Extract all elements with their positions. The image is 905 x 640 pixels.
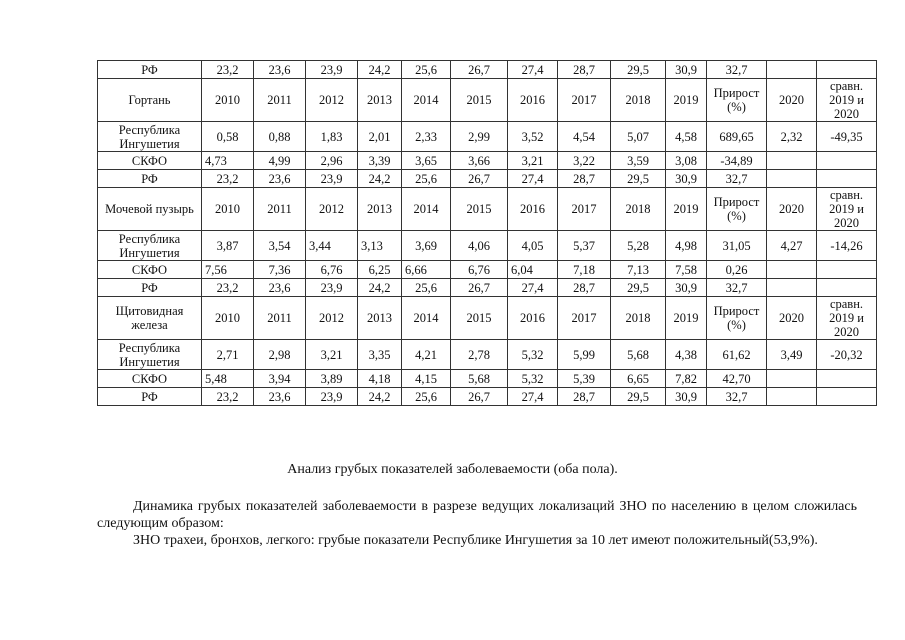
table-cell: 3,39	[358, 152, 402, 170]
table-cell: сравн. 2019 и 2020	[817, 79, 877, 122]
table-cell: 2014	[402, 188, 451, 231]
table-cell: 27,4	[508, 279, 558, 297]
table-cell: 3,44	[306, 231, 358, 261]
table-cell: 3,52	[508, 122, 558, 152]
table-cell: 23,9	[306, 61, 358, 79]
table-cell: сравн. 2019 и 2020	[817, 297, 877, 340]
table-cell: 2019	[666, 297, 707, 340]
incidence-table	[97, 60, 877, 406]
table-row	[98, 261, 877, 279]
table-cell: 23,2	[202, 388, 254, 406]
table-cell: Прирост (%)	[707, 297, 767, 340]
table-cell: 2018	[611, 79, 666, 122]
table-cell: 2010	[202, 297, 254, 340]
table-cell: 2,32	[767, 122, 817, 152]
table-cell	[767, 370, 817, 388]
table-cell: 3,54	[254, 231, 306, 261]
table-cell: 2018	[611, 297, 666, 340]
table-cell	[767, 152, 817, 170]
table-cell	[767, 388, 817, 406]
table-cell: 4,98	[666, 231, 707, 261]
table-cell: 23,2	[202, 279, 254, 297]
table-cell: 6,25	[358, 261, 402, 279]
table-cell: -20,32	[817, 340, 877, 370]
row-label-cell: РФ	[98, 170, 202, 188]
table-cell: 3,87	[202, 231, 254, 261]
table-cell: 5,99	[558, 340, 611, 370]
table-cell: 4,21	[402, 340, 451, 370]
table-cell: 2013	[358, 79, 402, 122]
table-cell: 3,49	[767, 340, 817, 370]
table-cell: 2016	[508, 79, 558, 122]
table-cell: 3,21	[306, 340, 358, 370]
table-cell: 0,58	[202, 122, 254, 152]
table-cell: сравн. 2019 и 2020	[817, 188, 877, 231]
table-cell: 2012	[306, 297, 358, 340]
table-cell: 4,05	[508, 231, 558, 261]
table-cell: 4,38	[666, 340, 707, 370]
table-cell: 689,65	[707, 122, 767, 152]
table-cell: Прирост (%)	[707, 188, 767, 231]
table-header-row	[98, 188, 877, 231]
table-row	[98, 122, 877, 152]
table-cell: 2,01	[358, 122, 402, 152]
table-cell: 3,21	[508, 152, 558, 170]
table-cell: 2,33	[402, 122, 451, 152]
table-cell: 5,68	[611, 340, 666, 370]
table-cell: 2,78	[451, 340, 508, 370]
table-cell	[817, 61, 877, 79]
table-cell: 5,39	[558, 370, 611, 388]
table-cell: 24,2	[358, 61, 402, 79]
table-cell	[767, 170, 817, 188]
table-cell: 23,9	[306, 170, 358, 188]
table-cell: 26,7	[451, 170, 508, 188]
section-caption: Анализ грубых показателей заболеваемости (оба пола).	[287, 462, 618, 477]
row-label-cell: СКФО	[98, 152, 202, 170]
table-cell: 6,04	[508, 261, 558, 279]
table-cell: 26,7	[451, 388, 508, 406]
table-cell: 5,48	[202, 370, 254, 388]
table-cell: 29,5	[611, 61, 666, 79]
table-cell: 23,6	[254, 388, 306, 406]
table-cell: -34,89	[707, 152, 767, 170]
table-cell: 2016	[508, 297, 558, 340]
table-cell: 6,65	[611, 370, 666, 388]
table-cell: 2019	[666, 188, 707, 231]
table-cell: 32,7	[707, 61, 767, 79]
table-cell: 5,28	[611, 231, 666, 261]
table-cell: 2017	[558, 188, 611, 231]
table-cell: 5,32	[508, 340, 558, 370]
table-cell: 2020	[767, 188, 817, 231]
table-row	[98, 61, 877, 79]
table-cell: 2,71	[202, 340, 254, 370]
table-cell: 23,2	[202, 61, 254, 79]
table-cell: 7,58	[666, 261, 707, 279]
table-cell: 32,7	[707, 388, 767, 406]
table-cell: 2019	[666, 79, 707, 122]
table-cell: 4,99	[254, 152, 306, 170]
table-cell: 7,13	[611, 261, 666, 279]
row-label-cell: Республика Ингушетия	[98, 231, 202, 261]
table-cell	[767, 279, 817, 297]
row-label-cell: РФ	[98, 388, 202, 406]
table-cell: 24,2	[358, 388, 402, 406]
table-cell: 2,96	[306, 152, 358, 170]
table-cell	[817, 261, 877, 279]
table-cell: 4,18	[358, 370, 402, 388]
table-cell: 3,89	[306, 370, 358, 388]
table-cell: 7,82	[666, 370, 707, 388]
table-cell: 3,66	[451, 152, 508, 170]
table-cell: 2010	[202, 188, 254, 231]
table-cell: 3,69	[402, 231, 451, 261]
table-cell: 23,9	[306, 388, 358, 406]
table-cell	[817, 279, 877, 297]
table-cell: 2010	[202, 79, 254, 122]
table-cell: 5,37	[558, 231, 611, 261]
table-cell	[767, 261, 817, 279]
table-cell: 32,7	[707, 170, 767, 188]
table-cell: 23,2	[202, 170, 254, 188]
table-cell: 3,22	[558, 152, 611, 170]
table-cell: 25,6	[402, 61, 451, 79]
table-cell: 29,5	[611, 388, 666, 406]
table-cell: 5,32	[508, 370, 558, 388]
table-cell: 2020	[767, 79, 817, 122]
table-cell: 3,94	[254, 370, 306, 388]
row-label-cell: СКФО	[98, 370, 202, 388]
table-cell	[817, 170, 877, 188]
table-cell: 28,7	[558, 279, 611, 297]
table-cell: 5,07	[611, 122, 666, 152]
table-cell: 2013	[358, 297, 402, 340]
table-cell: 25,6	[402, 279, 451, 297]
table-cell: 30,9	[666, 279, 707, 297]
table-cell	[817, 152, 877, 170]
table-cell	[817, 388, 877, 406]
table-cell: 30,9	[666, 61, 707, 79]
table-cell	[817, 370, 877, 388]
table-cell: 2015	[451, 188, 508, 231]
table-row	[98, 370, 877, 388]
table-cell: 2014	[402, 79, 451, 122]
table-cell: 2,98	[254, 340, 306, 370]
table-cell: 4,06	[451, 231, 508, 261]
table-cell: 2020	[767, 297, 817, 340]
table-cell: 6,76	[451, 261, 508, 279]
table-cell: 27,4	[508, 61, 558, 79]
table-cell: 29,5	[611, 170, 666, 188]
table-cell: 3,13	[358, 231, 402, 261]
table-cell: 2012	[306, 188, 358, 231]
table-cell: 26,7	[451, 279, 508, 297]
table-cell	[767, 61, 817, 79]
table-row	[98, 170, 877, 188]
table-cell: Прирост (%)	[707, 79, 767, 122]
table-row	[98, 152, 877, 170]
table-cell: 24,2	[358, 279, 402, 297]
table-cell: 28,7	[558, 388, 611, 406]
table-cell: 5,68	[451, 370, 508, 388]
table-cell: 3,35	[358, 340, 402, 370]
table-cell: 2011	[254, 79, 306, 122]
table-cell: 4,15	[402, 370, 451, 388]
table-cell: 24,2	[358, 170, 402, 188]
table-cell: 2017	[558, 297, 611, 340]
table-cell: 7,56	[202, 261, 254, 279]
table-cell: 4,73	[202, 152, 254, 170]
table-cell: 0,26	[707, 261, 767, 279]
table-cell: 2018	[611, 188, 666, 231]
table-cell: 23,9	[306, 279, 358, 297]
table-cell: -49,35	[817, 122, 877, 152]
table-cell: 27,4	[508, 388, 558, 406]
row-label-cell: Республика Ингушетия	[98, 122, 202, 152]
table-cell: 27,4	[508, 170, 558, 188]
table-cell: 3,08	[666, 152, 707, 170]
table-cell: 25,6	[402, 170, 451, 188]
table-cell: 2015	[451, 297, 508, 340]
table-cell: 2016	[508, 188, 558, 231]
table-cell: 23,6	[254, 170, 306, 188]
table-row	[98, 279, 877, 297]
table-cell: 4,54	[558, 122, 611, 152]
table-header-row	[98, 79, 877, 122]
table-cell: 3,65	[402, 152, 451, 170]
row-label-cell: СКФО	[98, 261, 202, 279]
table-cell: 2013	[358, 188, 402, 231]
row-label-cell: Мочевой пузырь	[98, 188, 202, 231]
table-cell: 30,9	[666, 388, 707, 406]
table-row	[98, 388, 877, 406]
table-cell: 2017	[558, 79, 611, 122]
table-cell: 2011	[254, 297, 306, 340]
table-cell: 23,6	[254, 279, 306, 297]
table-cell: 7,36	[254, 261, 306, 279]
table-cell: 31,05	[707, 231, 767, 261]
table-cell: 6,66	[402, 261, 451, 279]
table-cell: 30,9	[666, 170, 707, 188]
row-label-cell: Республика Ингушетия	[98, 340, 202, 370]
paragraph-dynamics: Динамика грубых показателей заболеваемости в разрезе ведущих локализаций ЗНО по населению в целом сложилась следующим образом:	[97, 499, 857, 531]
table-cell: 29,5	[611, 279, 666, 297]
table-cell: 26,7	[451, 61, 508, 79]
table-row	[98, 231, 877, 261]
row-label-cell: РФ	[98, 61, 202, 79]
row-label-cell: Щитовидная железа	[98, 297, 202, 340]
table-cell: 25,6	[402, 388, 451, 406]
table-row	[98, 340, 877, 370]
table-cell: 4,58	[666, 122, 707, 152]
table-cell: 61,62	[707, 340, 767, 370]
paragraph-trachea: ЗНО трахеи, бронхов, легкого: грубые показатели Республике Ингушетия за 10 лет имеют положительный(53,9%).	[133, 533, 818, 548]
table-cell: 2015	[451, 79, 508, 122]
table-cell: 0,88	[254, 122, 306, 152]
row-label-cell: Гортань	[98, 79, 202, 122]
table-cell: 23,6	[254, 61, 306, 79]
table-cell: 2011	[254, 188, 306, 231]
table-cell: 4,27	[767, 231, 817, 261]
table-cell: 28,7	[558, 170, 611, 188]
table-cell: 6,76	[306, 261, 358, 279]
table-cell: -14,26	[817, 231, 877, 261]
table-cell: 28,7	[558, 61, 611, 79]
table-cell: 32,7	[707, 279, 767, 297]
table-cell: 42,70	[707, 370, 767, 388]
table-cell: 7,18	[558, 261, 611, 279]
table-cell: 3,59	[611, 152, 666, 170]
table-cell: 1,83	[306, 122, 358, 152]
table-cell: 2014	[402, 297, 451, 340]
table-cell: 2012	[306, 79, 358, 122]
row-label-cell: РФ	[98, 279, 202, 297]
table-cell: 2,99	[451, 122, 508, 152]
table-header-row	[98, 297, 877, 340]
